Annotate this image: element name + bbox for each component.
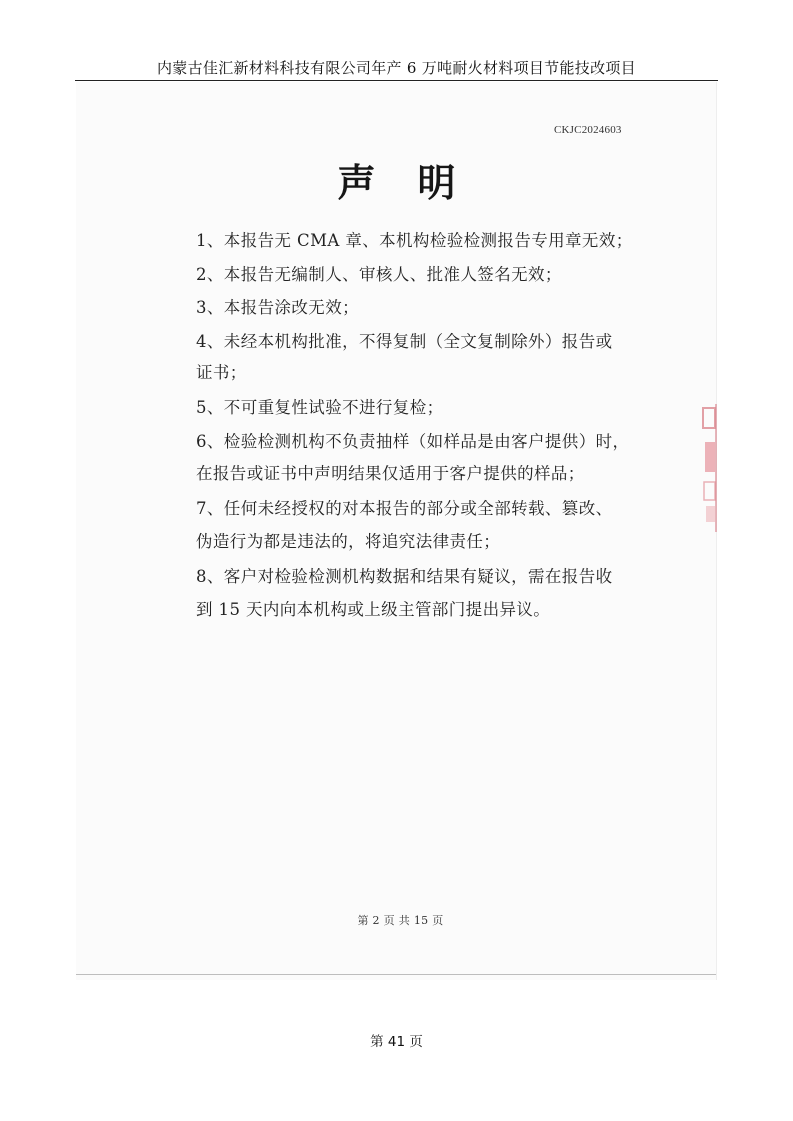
- clause-line: 在报告或证书中声明结果仅适用于客户提供的样品；: [196, 464, 585, 483]
- clause-line: 证书；: [196, 363, 247, 382]
- report-page-indicator: 第 2 页 共 15 页: [357, 914, 444, 927]
- seal-stamp-edge: [702, 402, 718, 534]
- scan-fold-line: [76, 974, 716, 975]
- clause-line: 2、本报告无编制人、审核人、批准人签名无效；: [196, 265, 562, 284]
- clause-line: 8、客户对检验检测机构数据和结果有疑议，需在报告收: [196, 567, 613, 586]
- clause-line: 3、本报告涂改无效；: [196, 298, 359, 317]
- document-header: 内蒙古佳汇新材料科技有限公司年产 6 万吨耐火材料项目节能技改项目: [157, 59, 636, 77]
- clause-line: 伪造行为都是违法的，将追究法律责任；: [196, 532, 501, 551]
- page-number: 第 41 页: [370, 1034, 423, 1050]
- report-code: CKJC2024603: [554, 124, 622, 136]
- clause-line: 到 15 天内向本机构或上级主管部门提出异议。: [196, 600, 551, 619]
- statement-title: 声明: [337, 160, 498, 205]
- clause-line: 1、本报告无 CMA 章、本机构检验检测报告专用章无效；: [196, 231, 633, 250]
- clause-line: 4、未经本机构批准，不得复制（全文复制除外）报告或: [196, 332, 613, 351]
- clause-line: 6、检验检测机构不负责抽样（如样品是由客户提供）时，: [196, 432, 630, 451]
- clause-line: 7、任何未经授权的对本报告的部分或全部转载、篡改、: [196, 499, 613, 518]
- clause-line: 5、不可重复性试验不进行复检；: [196, 398, 444, 417]
